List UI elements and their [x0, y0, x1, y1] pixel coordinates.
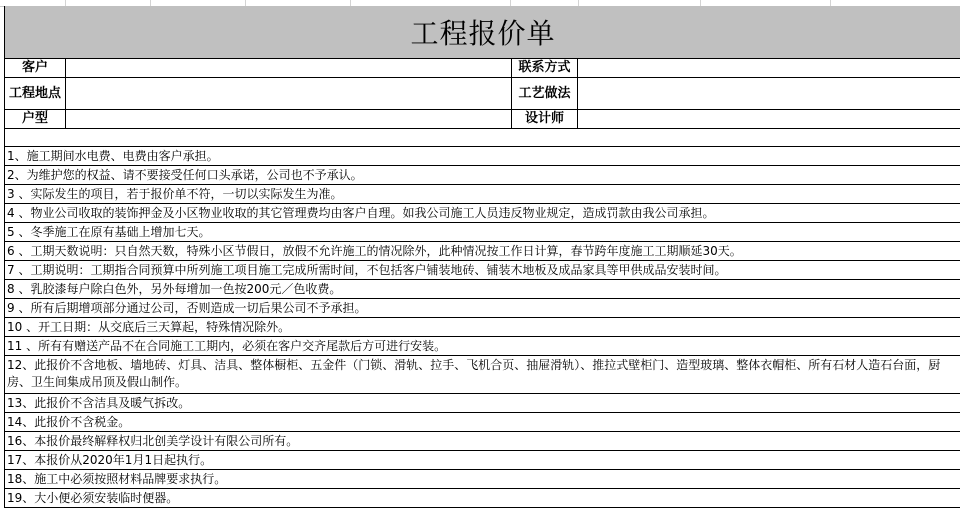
note-row[interactable]: 18、施工中必须按照材料品牌要求执行。	[4, 470, 960, 489]
contact-label: 联系方式	[512, 59, 578, 78]
client-label: 客户	[5, 59, 66, 78]
process-value-cell[interactable]	[578, 78, 960, 110]
site-label: 工程地点	[5, 78, 66, 110]
note-row[interactable]: 19、大小便必须安装临时便器。	[4, 489, 960, 508]
note-row[interactable]: 7 、工期说明：工期指合同预算中所列施工项目施工完成所需时间，不包括客户铺装地砖、铺装木地板及成品家具等甲供成品安装时间。	[4, 261, 960, 280]
note-row[interactable]: 14、此报价不含税金。	[4, 413, 960, 432]
note-row[interactable]: 9 、所有后期增项部分通过公司，否则造成一切后果公司不予承担。	[4, 299, 960, 318]
note-row[interactable]: 5 、冬季施工在原有基础上增加七天。	[4, 223, 960, 242]
sheet-title[interactable]: 工程报价单	[4, 6, 960, 59]
note-row[interactable]: 2、为维护您的权益、请不要接受任何口头承诺，公司也不予承认。	[4, 166, 960, 185]
notes-list	[4, 147, 960, 508]
client-value-cell[interactable]	[66, 59, 512, 78]
unit-type-value-cell[interactable]	[66, 110, 512, 129]
note-row[interactable]: 13、此报价不含洁具及暖气拆改。	[4, 394, 960, 413]
note-row[interactable]: 3 、实际发生的项目，若于报价单不符，一切以实际发生为准。	[4, 185, 960, 204]
site-value-cell[interactable]	[66, 78, 512, 110]
note-row[interactable]: 16、本报价最终解释权归北创美学设计有限公司所有。	[4, 432, 960, 451]
project-info-table	[4, 58, 960, 129]
process-label: 工艺做法	[512, 78, 578, 110]
designer-label: 设计师	[512, 110, 578, 129]
blank-row[interactable]	[4, 128, 960, 147]
note-row[interactable]: 1、施工期间水电费、电费由客户承担。	[4, 147, 960, 166]
note-row[interactable]: 11 、所有有赠送产品不在合同施工工期内，必须在客户交齐尾款后方可进行安装。	[4, 337, 960, 356]
note-row[interactable]: 8 、乳胶漆每户除白色外，另外每增加一色按200元／色收费。	[4, 280, 960, 299]
contact-value-cell[interactable]	[578, 59, 960, 78]
designer-value-cell[interactable]	[578, 110, 960, 129]
note-row[interactable]: 6 、工期天数说明：只自然天数，特殊小区节假日，放假不允许施工的情况除外，此种情况按工作日计算，春节跨年度施工工期顺延30天。	[4, 242, 960, 261]
note-row[interactable]: 10 、开工日期：从交底后三天算起，特殊情况除外。	[4, 318, 960, 337]
note-row[interactable]: 17、本报价从2020年1月1日起执行。	[4, 451, 960, 470]
unit-type-label: 户型	[5, 110, 66, 129]
note-row[interactable]: 4 、物业公司收取的装饰押金及小区物业收取的其它管理费均由客户自理。如我公司施工人员违反物业规定，造成罚款由我公司承担。	[4, 204, 960, 223]
note-row[interactable]: 12、此报价不含地板、墙地砖、灯具、洁具、整体橱柜、五金件（门锁、滑轨、拉手、飞机合页、抽屉滑轨）、推拉式壁柜门、造型玻璃、整体衣帽柜、所有石材人造石台面，厨房、卫生间集成吊顶及假山制作。	[4, 356, 960, 394]
